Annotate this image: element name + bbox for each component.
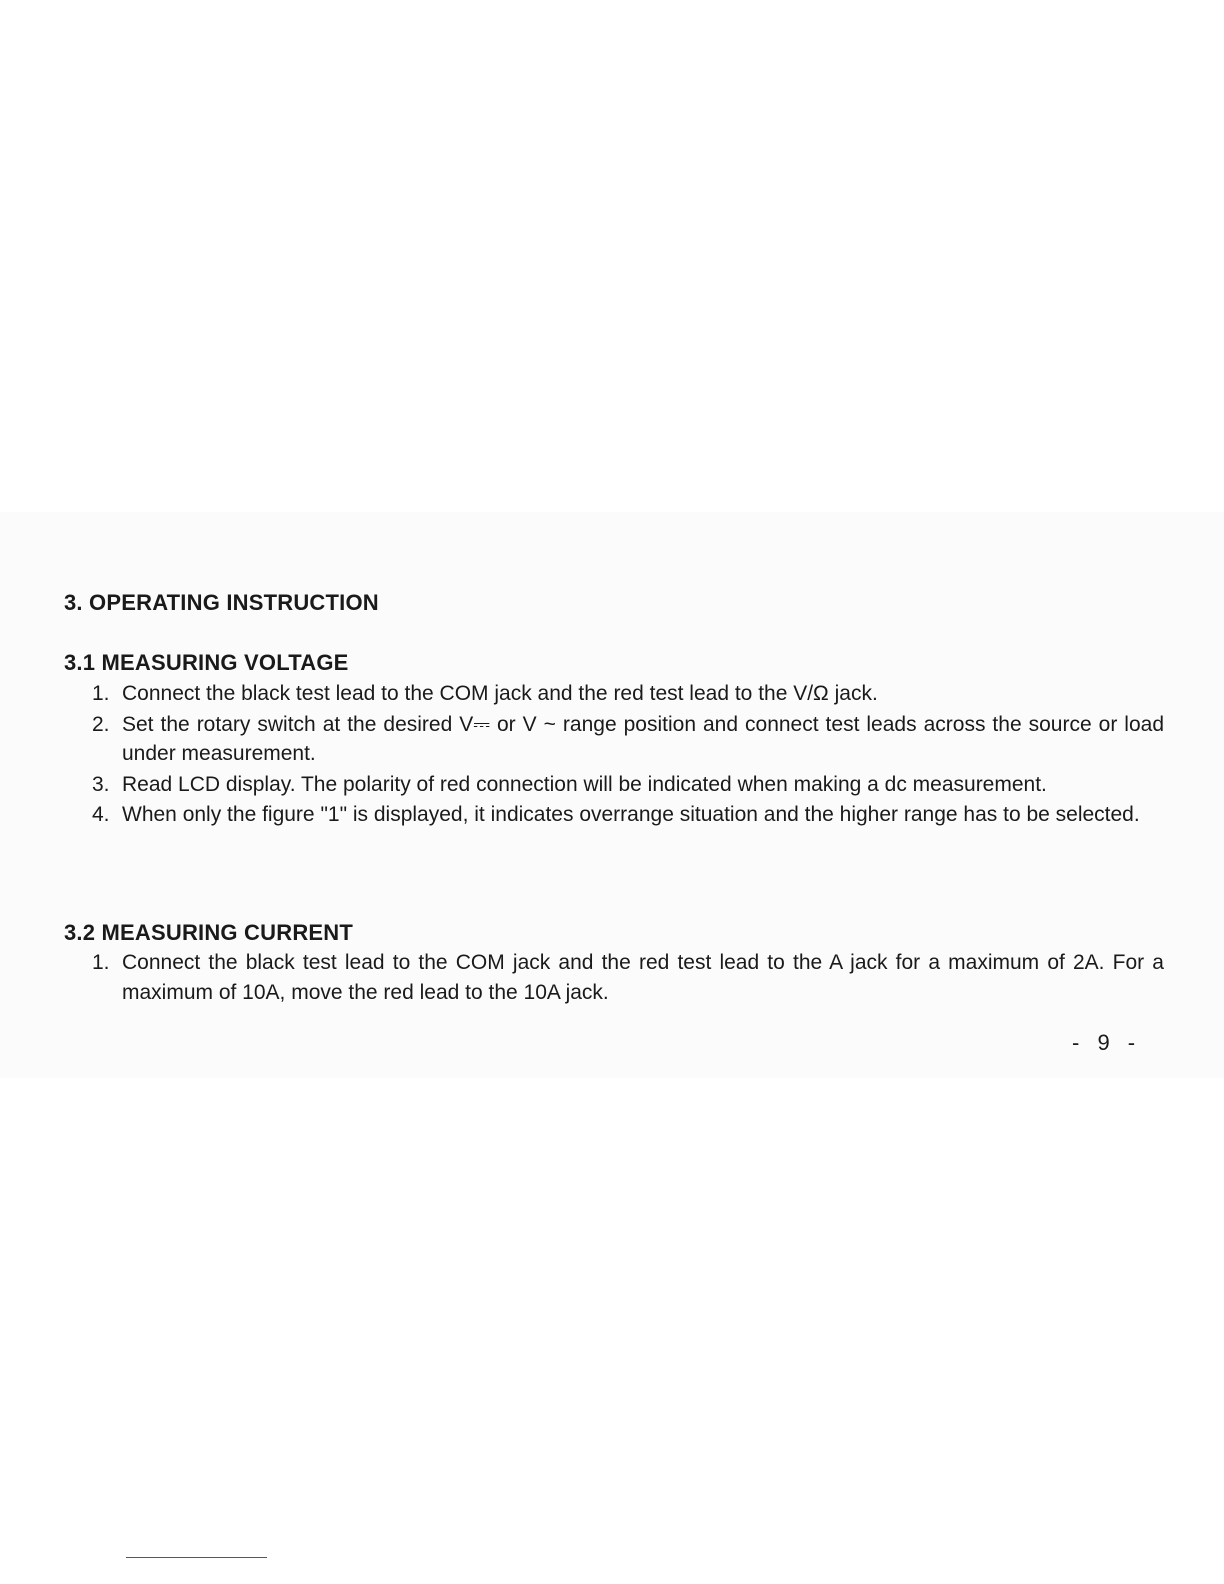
list-item-text: When only the figure "1" is displayed, it indicates overrange situation and the higher range has to be selected. bbox=[122, 803, 1140, 826]
list-item-number: 1. bbox=[92, 951, 110, 974]
list-item-number: 2. bbox=[92, 712, 110, 736]
voltage-steps-list bbox=[92, 679, 1164, 830]
list-item-text: Read LCD display. The polarity of red connection will be indicated when making a dc measurement. bbox=[122, 772, 1047, 796]
list-item bbox=[92, 710, 1164, 769]
current-steps-list bbox=[92, 948, 1164, 1007]
subsection-heading-current: 3.2 MEASURING CURRENT bbox=[64, 920, 354, 945]
list-item bbox=[92, 800, 1164, 830]
list-item-number: 3. bbox=[92, 772, 110, 796]
list-item-text: Connect the black test lead to the COM jack and the red test lead to the V/Ω jack. bbox=[122, 682, 878, 705]
subsection-heading-voltage: 3.1 MEASURING VOLTAGE bbox=[64, 650, 349, 675]
list-item bbox=[92, 948, 1164, 1007]
list-item-text: Connect the black test lead to the COM jack and the red test lead to the A jack for a maximum of 2A. For a maximum of 10A, move the red lead to the 10A jack. bbox=[122, 951, 1164, 1004]
page-number: - 9 - bbox=[1072, 1030, 1142, 1055]
list-item bbox=[92, 679, 1164, 709]
list-item bbox=[92, 770, 1164, 800]
list-item-number: 1. bbox=[92, 682, 110, 705]
list-item-number: 4. bbox=[92, 803, 110, 826]
section-title: 3. OPERATING INSTRUCTION bbox=[64, 590, 379, 615]
footer-link-underline bbox=[126, 1557, 267, 1558]
list-item-text: Set the rotary switch at the desired V⎓ or V ~ range position and connect test leads across the source or load under measurement. bbox=[122, 712, 1164, 765]
